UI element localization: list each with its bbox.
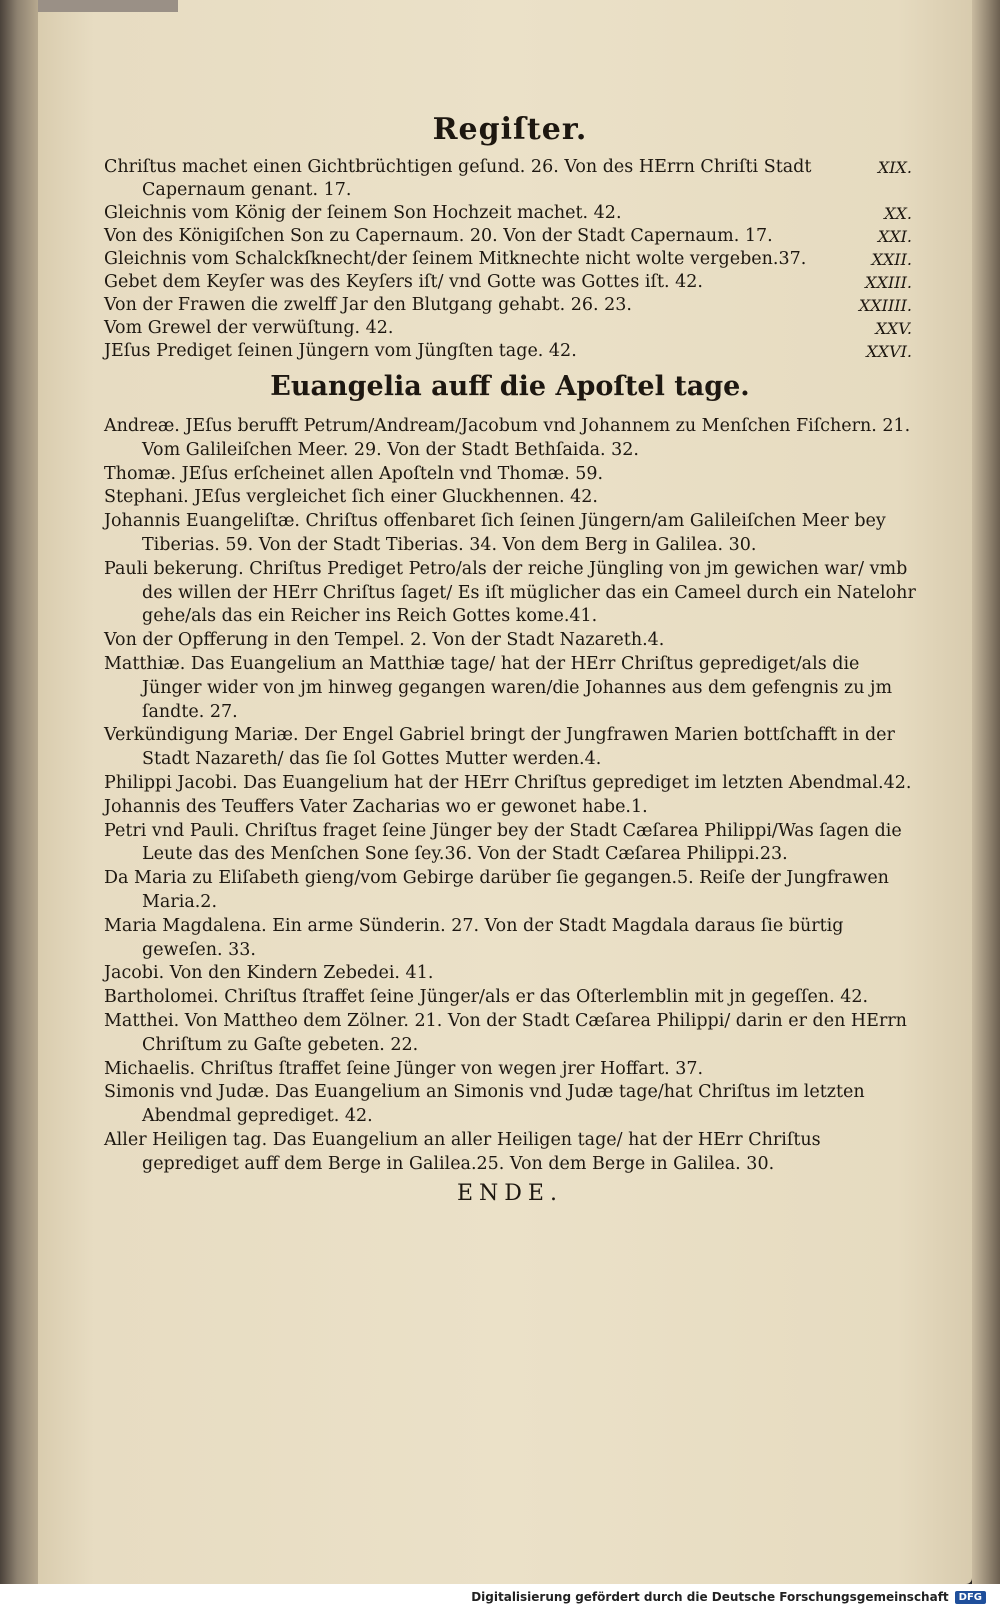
evangelia-entry: Aller Heiligen tag. Das Euangelium an aller Heiligen tage/ hat der HErr Chriſtus geprediget auff dem Berge in Galilea.25. Von dem Berge in Galilea. 30.: [104, 1129, 821, 1174]
register-entry: [104, 271, 916, 294]
evangelia-entry: Thomæ. JEſus erſcheinet allen Apoſteln vnd Thomæ. 59.: [104, 463, 604, 484]
evangelia-entry: Jacobi. Von den Kindern Zebedei. 41.: [104, 963, 434, 984]
evangelia-entry: Maria Magdalena. Ein arme Sünderin. 27. Von der Stadt Magdala daraus ſie bürtig geweſen. 33.: [104, 915, 844, 960]
evangelia-entry: Da Maria zu Eliſabeth gieng/vom Gebirge darüber ſie gegangen.5. Reiſe der Jungfrawen Maria.2.: [104, 868, 889, 912]
register-entry: [104, 248, 916, 271]
footer-bar: [0, 1584, 1000, 1610]
register-entry-text: Von des Königiſchen Son zu Capernaum. 20. Von der Stadt Capernaum. 17.: [104, 226, 773, 246]
footer-text: Digitalisierung gefördert durch die Deutsche Forschungsgemeinschaft: [471, 1590, 949, 1604]
evangelia-list: [104, 415, 916, 1177]
evangelia-entry: Andreæ. JEſus berufft Petrum/Andream/Jacobum vnd Johannem zu Menſchen Fiſchern. 21. Vom Galileiſchen Meer. 29. Von der Stadt Bethſaida. 32.: [104, 416, 911, 460]
evangelia-entry: Philippi Jacobi. Das Euangelium hat der HErr Chriſtus geprediget im letzten Abendmal.42.: [104, 772, 912, 793]
register-entry-numeral: XXII.: [871, 250, 912, 269]
register-entry-text: Von der Frawen die zwelff Jar den Blutgang gehabt. 26. 23.: [104, 295, 632, 315]
register-entry-text: Gleichnis vom Schalckſknecht/der ſeinem Mitknechte nicht wolte vergeben.37.: [104, 249, 807, 269]
register-entry-text: Vom Grewel der verwüſtung. 42.: [104, 318, 394, 338]
register-entry-numeral: XIX.: [877, 158, 912, 177]
evangelia-entry: Stephani. JEſus vergleichet ſich einer Gluckhennen. 42.: [104, 487, 598, 508]
register-entry-numeral: XXI.: [877, 227, 912, 246]
evangelia-entry: Verkündigung Mariæ. Der Engel Gabriel bringt der Jungfrawen Marien bottſchafft in der Stadt Nazareth/ das ſie ſol Gottes Mutter werden.4.: [104, 725, 895, 770]
evangelia-entry: Johannis Euangeliſtæ. Chriſtus offenbaret ſich ſeinen Jüngern/am Galileiſchen Meer bey Tiberias. 59. Von der Stadt Tiberias. 34. Von dem Berg in Galilea. 30.: [104, 511, 886, 555]
register-entry: [104, 340, 916, 363]
evangelia-entry: Pauli bekerung. Chriſtus Prediget Petro/als der reiche Jüngling von jm gewichen war/ vmb des willen der HErr Chriſtus ſaget/ Es iſt müglicher das ein Cameel durch ein Natelohr gehe/als das ein Reicher ins Reich Gottes kome.41.: [104, 558, 916, 627]
evangelia-entry: Michaelis. Chriſtus ſtraffet ſeine Jünger von wegen jrer Hoffart. 37.: [104, 1058, 704, 1079]
register-list: [104, 156, 916, 363]
register-title: Regiſter.: [432, 112, 588, 147]
register-entry: [104, 317, 916, 340]
register-entry-text: JEſus Prediget ſeinen Jüngern vom Jüngſten tage. 42.: [104, 341, 577, 361]
register-entry: [104, 202, 916, 225]
evangelia-entry: Von der Opfferung in den Tempel. 2. Von der Stadt Nazareth.4.: [104, 630, 665, 651]
scan-label-bar: [38, 0, 178, 12]
register-entry: [104, 156, 916, 202]
register-entry-numeral: XX.: [884, 204, 912, 223]
evangelia-entry: Matthei. Von Mattheo dem Zölner. 21. Von der Stadt Cæſarea Philippi/ darin er den HErrn Chriſtum zu Gaſte gebeten. 22.: [104, 1010, 907, 1055]
evangelia-entry: Petri vnd Pauli. Chriſtus fraget ſeine Jünger bey der Stadt Cæſarea Philippi/Was ſagen die Leute das des Menſchen Sone ſey.36. Von der Stadt Cæſarea Philippi.23.: [104, 820, 902, 865]
register-entry-text: Gebet dem Keyſer was des Keyſers iſt/ vnd Gotte was Gottes iſt. 42.: [104, 272, 703, 292]
evangelia-entry: Simonis vnd Judæ. Das Euangelium an Simonis vnd Judæ tage/hat Chriſtus im letzten Abendmal geprediget. 42.: [104, 1082, 865, 1127]
evangelia-entry: Johannis des Teuffers Vater Zacharias wo er gewonet habe.1.: [104, 796, 648, 817]
dfg-logo: DFG: [955, 1591, 986, 1604]
register-entry-numeral: XXV.: [875, 319, 912, 338]
evangelia-entry: Matthiæ. Das Euangelium an Matthiæ tage/ hat der HErr Chriſtus geprediget/als die Jünger wider von jm hinweg gegangen waren/die Johannes aus dem gefengnis zu jm ſandte. 27.: [104, 653, 893, 722]
book-binding-edge: [0, 0, 38, 1610]
page-edge-shadow: [972, 0, 1000, 1610]
page-content: [104, 110, 916, 1206]
register-entry-numeral: XXIIII.: [858, 296, 912, 315]
evangelia-title: Euangelia auff die Apoſtel tage.: [270, 371, 750, 402]
register-entry: [104, 225, 916, 248]
end-mark: ENDE.: [456, 1180, 563, 1206]
book-page: [38, 0, 972, 1584]
register-entry-text: Chriſtus machet einen Gichtbrüchtigen geſund. 26. Von des HErrn Chriſti Stadt Capernaum genant. 17.: [104, 157, 812, 200]
register-entry-text: Gleichnis vom König der ſeinem Son Hochzeit machet. 42.: [104, 203, 622, 223]
evangelia-entry: Bartholomei. Chriſtus ſtraffet ſeine Jünger/als er das Oſterlemblin mit jn gegeſſen. 42.: [104, 987, 869, 1008]
register-entry: [104, 294, 916, 317]
register-entry-numeral: XXVI.: [866, 342, 912, 361]
register-entry-numeral: XXIII.: [865, 273, 912, 292]
